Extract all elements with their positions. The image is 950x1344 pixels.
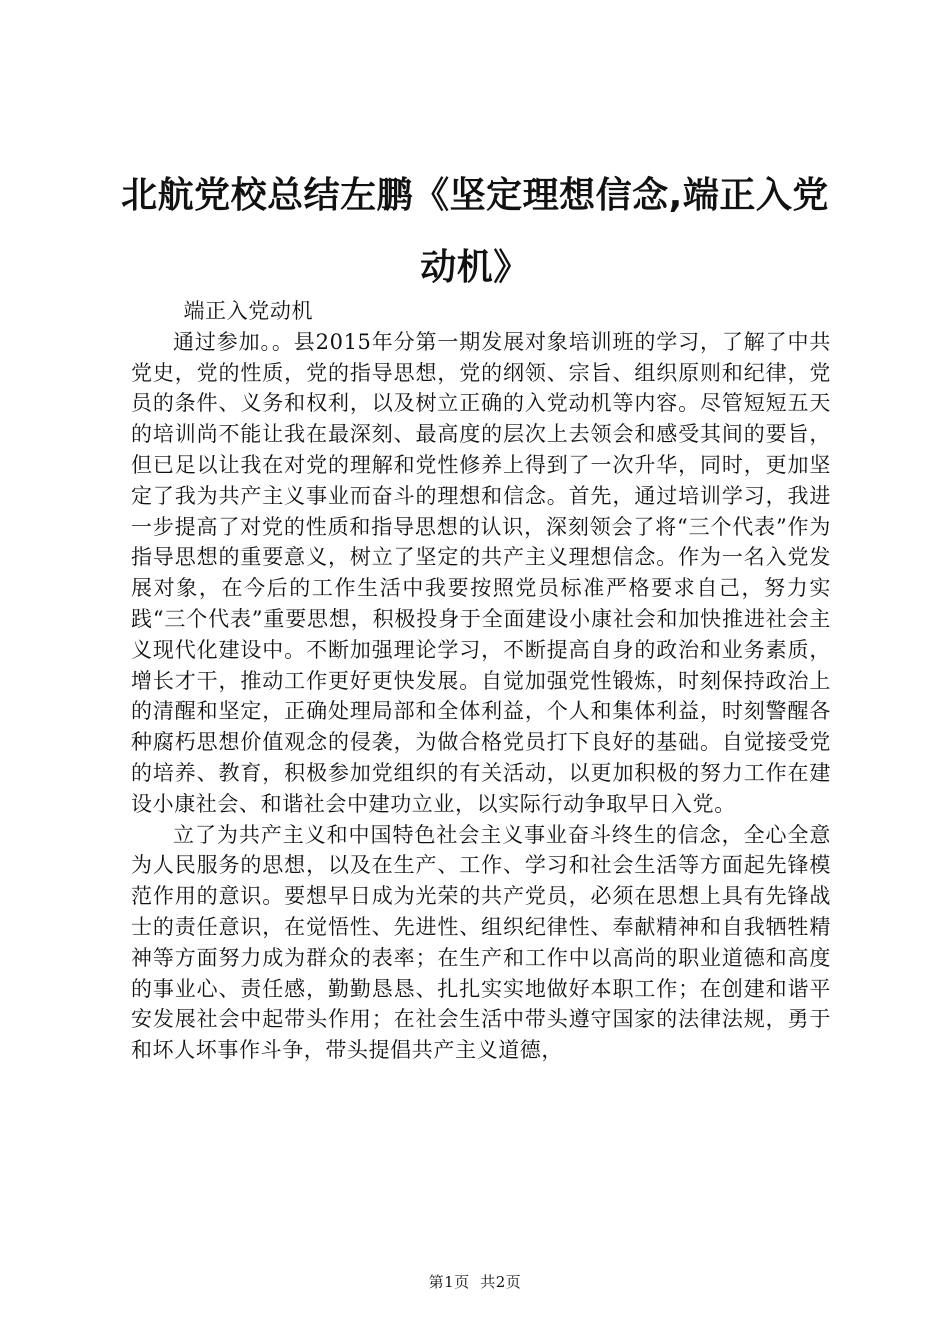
document-title: 北航党校总结左鹏《坚定理想信念,端正入党动机》 (121, 175, 829, 288)
section-subheading: 端正入党动机 (183, 299, 314, 323)
body-paragraph-1: 通过参加。。县2015年分第一期发展对象培训班的学习，了解了中共党史，党的性质，党的指导思想，党的纲领、宗旨、组织原则和纪律，党员的条件、义务和权利，以及树立正确的入党动机等内容。尽管短短五天的培训尚不能让我在最深刻、最高度的层次上去领会和感受其间的要旨，但已足以让我在对党的理解和党性修养上得到了一次升华，同时，更加坚定了我为共产主义事业而奋斗的理想和信念。首先，通过培训学习，我进一步提高了对党的性质和指导思想的认识，深刻领会了将“三个代表”作为指导思想的重要意义，树立了坚定的共产主义理想信念。作为一名入党发展对象，在今后的工作生活中我要按照党员标准严格要求自己，努力实践“三个代表”重要思想，积极投身于全面建设小康社会和加快推进社会主义现代化建设中。不断加强理论学习，不断提高自身的政治和业务素质，增长才干，推动工作更好更快发展。自觉加强党性锻炼，时刻保持政治上的清醒和坚定，正确处理局部和全体利益，个人和集体利益，时刻警醒各种腐朽思想价值观念的侵袭，为做合格党员打下良好的基础。自觉接受党的培养、教育，积极参加党组织的有关活动，以更加积极的努力工作在建设小康社会、和谐社会中建功立业，以实际行动争取早日入党。 (131, 329, 831, 816)
body-paragraph-2: 立了为共产主义和中国特色社会主义事业奋斗终生的信念，全心全意为人民服务的思想，以及在生产、工作、学习和社会生活等方面起先锋模范作用的意识。要想早日成为光荣的共产党员，必须在思想上具有先锋战士的责任意识，在觉悟性、先进性、组织纪律性、奉献精神和自我牺牲精神等方面努力成为群众的表率；在生产和工作中以高尚的职业道德和高度的事业心、责任感，勤勤恳恳、扎扎实实地做好本职工作；在创建和谐平安发展社会中起带头作用；在社会生活中带头遵守国家的法律法规，勇于和坏人坏事作斗争，带头提倡共产主义道德， (131, 822, 831, 1063)
footer-spacer (470, 1273, 481, 1291)
page-number: 第1页 (428, 1273, 470, 1291)
document-body (131, 296, 831, 1066)
page-footer (0, 1271, 950, 1292)
page-total: 共2页 (480, 1273, 522, 1291)
